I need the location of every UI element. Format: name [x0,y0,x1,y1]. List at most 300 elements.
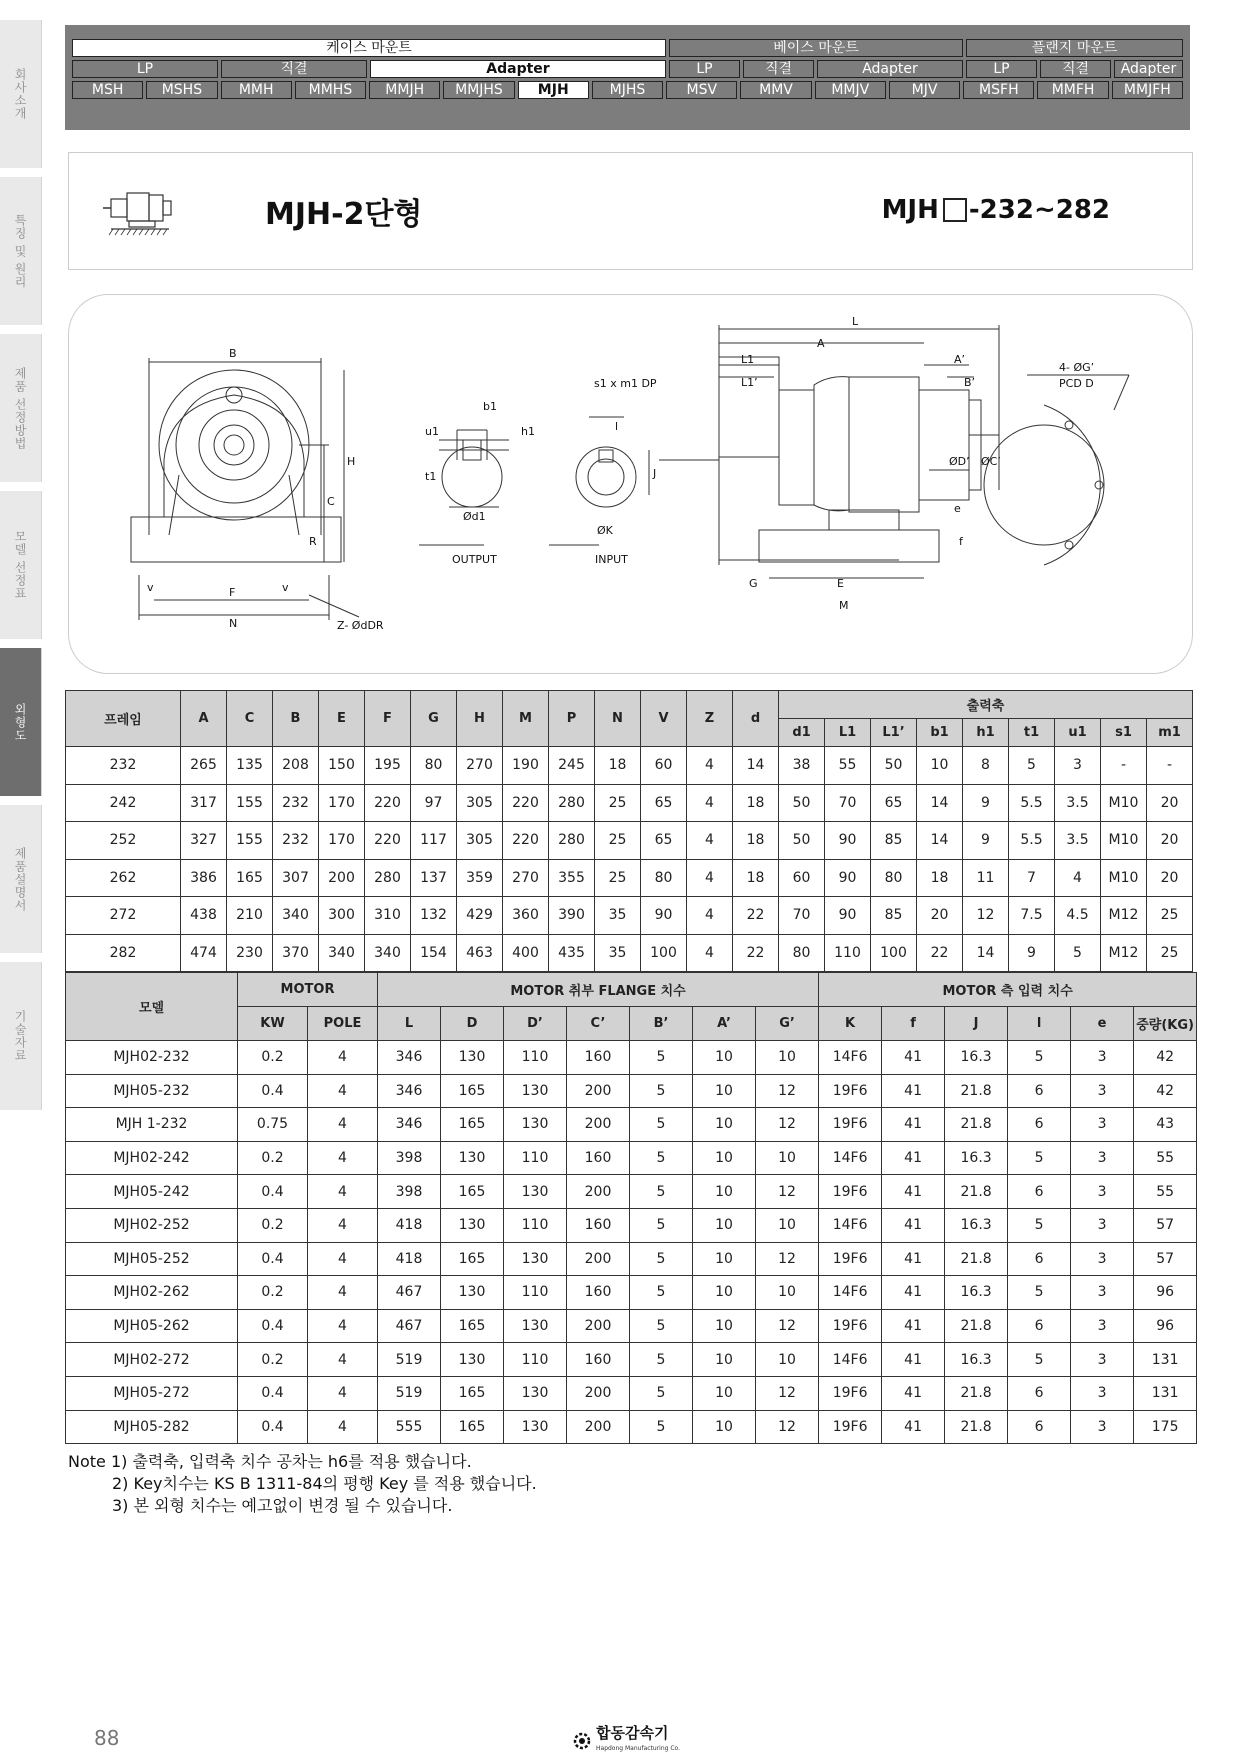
table-cell: 41 [882,1141,945,1175]
table-cell: 117 [411,822,457,860]
table-cell: 110 [504,1343,567,1377]
table-cell: 0.2 [238,1208,308,1242]
table-cell: 0.2 [238,1141,308,1175]
table-cell: 22 [733,897,779,935]
row-label-cell: MJH05-232 [66,1074,238,1108]
table-cell: 0.75 [238,1108,308,1142]
table-cell: 0.4 [238,1309,308,1343]
header-sub: B’ [630,1007,693,1041]
table-cell: 35 [595,897,641,935]
table-cell: 85 [871,822,917,860]
table-cell: 0.4 [238,1376,308,1410]
table-cell: 398 [378,1175,441,1209]
company-logo [572,1725,680,1757]
row-label-cell: MJH02-252 [66,1208,238,1242]
header-sub: d1 [779,719,825,747]
label-h1: h1 [521,425,535,438]
row-label-cell: 272 [66,897,181,935]
header-sub: POLE [308,1007,378,1041]
nav-model-msfh[interactable]: MSFH [963,81,1034,99]
table-cell: 390 [549,897,595,935]
table-cell: 131 [1134,1376,1197,1410]
label-Z: Z- ØdDR [337,619,384,632]
table-cell: 10 [693,1074,756,1108]
label-b1: b1 [483,400,497,413]
table-cell: 16.3 [945,1208,1008,1242]
table-cell: 135 [227,747,273,785]
table-cell: 65 [641,822,687,860]
table-cell: 200 [567,1309,630,1343]
nav-sub-adapter[interactable]: Adapter [1114,60,1183,78]
header-sub: J [945,1007,1008,1041]
side-tab-label: 기술자료 [13,1010,27,1062]
table-cell: 10 [693,1309,756,1343]
table-cell: 130 [504,1242,567,1276]
table-cell: 5 [630,1208,693,1242]
table-cell: 5 [630,1141,693,1175]
table-cell: 200 [319,859,365,897]
table-cell: 200 [567,1410,630,1444]
nav-model-msh[interactable]: MSH [72,81,143,99]
table-cell: 42 [1134,1074,1197,1108]
table-cell: 14F6 [819,1276,882,1310]
header-output-shaft: 출력축 [779,691,1193,719]
table-cell: 3 [1071,1376,1134,1410]
company-name: 합동감속기 [596,1724,669,1742]
table-row [66,934,1193,972]
table-cell: 10 [756,1276,819,1310]
table-cell: 0.4 [238,1242,308,1276]
table-cell: 0.2 [238,1276,308,1310]
table-cell: 4 [308,1343,378,1377]
header-col: M [503,691,549,747]
table-row [66,1041,1197,1075]
table-cell: 370 [273,934,319,972]
table-cell: 5 [630,1309,693,1343]
table-cell: 16.3 [945,1141,1008,1175]
table-cell: 10 [693,1410,756,1444]
row-label-cell: MJH02-262 [66,1276,238,1310]
nav-sub-direct[interactable]: 직결 [1040,60,1111,78]
table-cell: 300 [319,897,365,935]
table-cell: 110 [825,934,871,972]
nav-sub-direct[interactable]: 직결 [743,60,814,78]
row-label-cell: 262 [66,859,181,897]
nav-sub-lp[interactable]: LP [966,60,1037,78]
label-R: R [309,535,317,548]
table-cell: 10 [693,1041,756,1075]
label-L1: L1 [741,353,755,366]
table-cell: 130 [441,1276,504,1310]
table-cell: 3 [1071,1343,1134,1377]
table-cell: 200 [567,1376,630,1410]
table-cell: 5 [1008,1141,1071,1175]
table-cell: 305 [457,822,503,860]
header-sub: t1 [1009,719,1055,747]
nav-model-mmjhs[interactable]: MMJHS [443,81,514,99]
table-cell: 305 [457,784,503,822]
nav-sub-adapter[interactable]: Adapter [370,60,666,78]
table-cell: 6 [1008,1410,1071,1444]
table-cell: 210 [227,897,273,935]
table-row [66,784,1193,822]
table-cell: 346 [378,1074,441,1108]
table-cell: 41 [882,1343,945,1377]
table-cell: 50 [871,747,917,785]
nav-model-mmfh[interactable]: MMFH [1037,81,1108,99]
table-cell: 220 [503,822,549,860]
table-cell: 21.8 [945,1376,1008,1410]
table-cell: 160 [567,1141,630,1175]
table-cell: 5 [630,1276,693,1310]
table-cell: 10 [693,1376,756,1410]
nav-sub-direct[interactable]: 직결 [221,60,367,78]
frame-dimension-table [65,690,1193,972]
table-cell: 3 [1071,1276,1134,1310]
row-label-cell: MJH02-232 [66,1041,238,1075]
table-cell: 90 [825,897,871,935]
table-cell: 100 [871,934,917,972]
header-col: H [457,691,503,747]
nav-model-mmjv[interactable]: MMJV [815,81,886,99]
table-cell: 14F6 [819,1208,882,1242]
table-cell: 25 [1147,897,1193,935]
table-cell: 19F6 [819,1242,882,1276]
table-cell: 137 [411,859,457,897]
table-cell: 155 [227,784,273,822]
table-cell: 280 [549,822,595,860]
table-row [66,1410,1197,1444]
table-cell: 90 [825,822,871,860]
table-cell: M10 [1101,822,1147,860]
table-row [66,1309,1197,1343]
label-B: B [229,347,237,360]
table-cell: 245 [549,747,595,785]
table-cell: 3 [1071,1141,1134,1175]
table-row [66,1376,1197,1410]
table-row [66,1141,1197,1175]
label-C: C [327,495,335,508]
table-cell: 6 [1008,1108,1071,1142]
table-cell: 519 [378,1343,441,1377]
row-label-cell: MJH05-272 [66,1376,238,1410]
nav-model-msv[interactable]: MSV [666,81,737,99]
side-tab-label: 회사소개 [13,68,27,120]
table-cell: 467 [378,1309,441,1343]
table-cell: 4 [687,822,733,860]
table-cell: M12 [1101,897,1147,935]
table-cell: M10 [1101,859,1147,897]
header-col: F [365,691,411,747]
page-title: MJH-2단형 [265,197,423,232]
table-cell: 270 [503,859,549,897]
table-cell: 10 [756,1343,819,1377]
table-cell: 80 [411,747,457,785]
table-cell: 360 [503,897,549,935]
table-cell: 50 [779,784,825,822]
table-cell: 110 [504,1041,567,1075]
label-L1p: L1’ [741,376,758,389]
header-sub: m1 [1147,719,1193,747]
header-sub: C’ [567,1007,630,1041]
row-label-cell: MJH05-262 [66,1309,238,1343]
label-output: OUTPUT [452,553,497,566]
table-cell: 5 [1055,934,1101,972]
table-cell: 57 [1134,1208,1197,1242]
label-Dp: ØD’ [949,455,970,468]
table-cell: 310 [365,897,411,935]
frame-table-body [66,747,1193,972]
side-tab-tech-data[interactable] [0,962,42,1110]
table-cell: 270 [457,747,503,785]
table-cell: 42 [1134,1041,1197,1075]
table-cell: 220 [365,822,411,860]
side-tab-company[interactable] [0,20,42,168]
table-row [66,1208,1197,1242]
header-sub: l [1008,1007,1071,1041]
table-cell: 418 [378,1242,441,1276]
table-cell: 18 [917,859,963,897]
table-cell: 12 [963,897,1009,935]
table-cell: 160 [567,1208,630,1242]
table-cell: 3 [1071,1208,1134,1242]
table-cell: 4 [687,784,733,822]
label-Bp: B’ [964,376,976,389]
header-weight: 중량(KG) [1134,1007,1197,1041]
table-cell: 386 [181,859,227,897]
table-cell: 10 [693,1242,756,1276]
table-cell: 5 [630,1376,693,1410]
label-M: M [839,599,849,612]
table-cell: 165 [441,1074,504,1108]
table-row [66,1074,1197,1108]
table-row [66,822,1193,860]
table-cell: 7.5 [1009,897,1055,935]
header-sub: G’ [756,1007,819,1041]
model-code-prefix: MJH [881,195,939,225]
table-cell: 4 [1055,859,1101,897]
table-cell: 232 [273,822,319,860]
table-cell: 340 [365,934,411,972]
table-cell: 165 [441,1309,504,1343]
table-cell: 5 [630,1041,693,1075]
table-cell: 4 [308,1410,378,1444]
table-row [66,1242,1197,1276]
nav-sub-lp[interactable]: LP [72,60,218,78]
table-cell: 12 [756,1074,819,1108]
table-cell: 327 [181,822,227,860]
label-e: e [954,502,961,515]
table-cell: 5 [630,1410,693,1444]
table-row [66,897,1193,935]
table-cell: 160 [567,1041,630,1075]
dimension-drawing [69,295,1194,675]
table-cell: 130 [504,1410,567,1444]
nav-model-mmjh[interactable]: MMJH [369,81,440,99]
nav-sub-adapter[interactable]: Adapter [817,60,963,78]
nav-group-flange-mount[interactable]: 플랜지 마운트 [966,39,1183,57]
side-tab-manual[interactable] [0,805,42,953]
label-L: L [852,315,859,328]
nav-sub-lp[interactable]: LP [669,60,740,78]
table-cell: 5 [1008,1343,1071,1377]
table-cell: 165 [441,1175,504,1209]
table-cell: 4 [308,1376,378,1410]
label-input: INPUT [595,553,628,566]
table-cell: 340 [273,897,319,935]
nav-model-mmh[interactable]: MMH [221,81,292,99]
row-label-cell: 252 [66,822,181,860]
table-cell: 175 [1134,1410,1197,1444]
table-cell: 208 [273,747,319,785]
model-nav [65,25,1190,130]
table-cell: 70 [825,784,871,822]
table-cell: 85 [871,897,917,935]
gear-logo-icon [572,1731,592,1751]
table-cell: 65 [871,784,917,822]
label-u1: u1 [425,425,439,438]
table-cell: 3 [1071,1410,1134,1444]
table-cell: 165 [441,1376,504,1410]
table-cell: 10 [693,1208,756,1242]
table-cell: 70 [779,897,825,935]
side-tab-dimensions[interactable] [0,648,42,796]
table-cell: 6 [1008,1309,1071,1343]
table-cell: 4 [308,1276,378,1310]
nav-model-mmjfh[interactable]: MMJFH [1112,81,1183,99]
table-cell: 346 [378,1108,441,1142]
table-cell: 463 [457,934,503,972]
table-cell: 5.5 [1009,822,1055,860]
table-cell: 5 [630,1074,693,1108]
table-cell: 14 [917,784,963,822]
table-cell: 41 [882,1108,945,1142]
table-cell: 5 [1008,1208,1071,1242]
header-sub: K [819,1007,882,1041]
table-cell: 130 [441,1343,504,1377]
side-tab-features[interactable] [0,177,42,325]
header-col: A [181,691,227,747]
label-A: A [817,337,825,350]
nav-model-mmhs[interactable]: MMHS [295,81,366,99]
table-cell: 9 [963,822,1009,860]
table-cell: 57 [1134,1242,1197,1276]
table-cell: 90 [825,859,871,897]
row-label-cell: MJH05-242 [66,1175,238,1209]
table-cell: 4 [308,1041,378,1075]
side-tab-model-selection[interactable] [0,491,42,639]
table-cell: 130 [441,1208,504,1242]
table-cell: 55 [825,747,871,785]
note-3: 3) 본 외형 치수는 예고없이 변경 될 수 있습니다. [112,1496,453,1515]
side-tab-selection-method[interactable] [0,334,42,482]
table-cell: 10 [693,1141,756,1175]
table-cell: 232 [273,784,319,822]
table-cell: 165 [441,1410,504,1444]
table-cell: 21.8 [945,1108,1008,1142]
table-cell: 12 [756,1175,819,1209]
table-cell: 130 [504,1175,567,1209]
header-sub: u1 [1055,719,1101,747]
table-cell: 307 [273,859,319,897]
table-cell: 41 [882,1208,945,1242]
table-cell: 3 [1055,747,1101,785]
table-cell: 4 [308,1309,378,1343]
table-cell: 10 [756,1041,819,1075]
table-cell: 7 [1009,859,1055,897]
table-cell: 50 [779,822,825,860]
nav-model-mmv[interactable]: MMV [740,81,811,99]
table-cell: 150 [319,747,365,785]
model-code [882,195,1110,225]
table-cell: 355 [549,859,595,897]
table-cell: 0.4 [238,1175,308,1209]
label-G: G [749,577,758,590]
header-col: d [733,691,779,747]
table-cell: 4 [687,859,733,897]
table-cell: 130 [504,1074,567,1108]
header-col: V [641,691,687,747]
nav-group-case-mount[interactable]: 케이스 마운트 [72,39,666,57]
header-sub: b1 [917,719,963,747]
label-v-left: v [147,581,154,594]
table-cell: 110 [504,1276,567,1310]
nav-model-mjhs[interactable]: MJHS [592,81,663,99]
label-H: H [347,455,356,468]
nav-model-mjh[interactable]: MJH [518,81,589,99]
nav-group-base-mount[interactable]: 베이스 마운트 [669,39,963,57]
table-cell: 41 [882,1410,945,1444]
table-cell: 10 [917,747,963,785]
table-cell: 131 [1134,1343,1197,1377]
table-cell: 3 [1071,1041,1134,1075]
table-cell: 6 [1008,1242,1071,1276]
row-label-cell: 242 [66,784,181,822]
table-cell: 80 [871,859,917,897]
row-label-cell: 282 [66,934,181,972]
table-row [66,1175,1197,1209]
header-sub: L [378,1007,441,1041]
table-cell: 190 [503,747,549,785]
table-cell: 200 [567,1074,630,1108]
table-cell: 55 [1134,1175,1197,1209]
table-cell: 43 [1134,1108,1197,1142]
table-cell: 10 [693,1108,756,1142]
table-cell: 10 [756,1141,819,1175]
model-code-box [943,198,967,222]
nav-model-mshs[interactable]: MSHS [146,81,217,99]
header-col: G [411,691,457,747]
table-cell: 14F6 [819,1343,882,1377]
table-cell: 60 [779,859,825,897]
header-col: Z [687,691,733,747]
row-label-cell: MJH05-282 [66,1410,238,1444]
model-table-body [66,1041,1197,1444]
table-cell: 19F6 [819,1175,882,1209]
table-cell: 25 [595,784,641,822]
table-cell: 3 [1071,1242,1134,1276]
table-cell: 21.8 [945,1410,1008,1444]
header-model: 모델 [66,973,238,1041]
table-cell: 3.5 [1055,822,1101,860]
header-sub: e [1071,1007,1134,1041]
table-cell: 35 [595,934,641,972]
table-cell: 10 [756,1208,819,1242]
table-cell: 14 [917,822,963,860]
nav-model-mjv[interactable]: MJV [889,81,960,99]
table-row [66,1108,1197,1142]
table-cell: 12 [756,1242,819,1276]
